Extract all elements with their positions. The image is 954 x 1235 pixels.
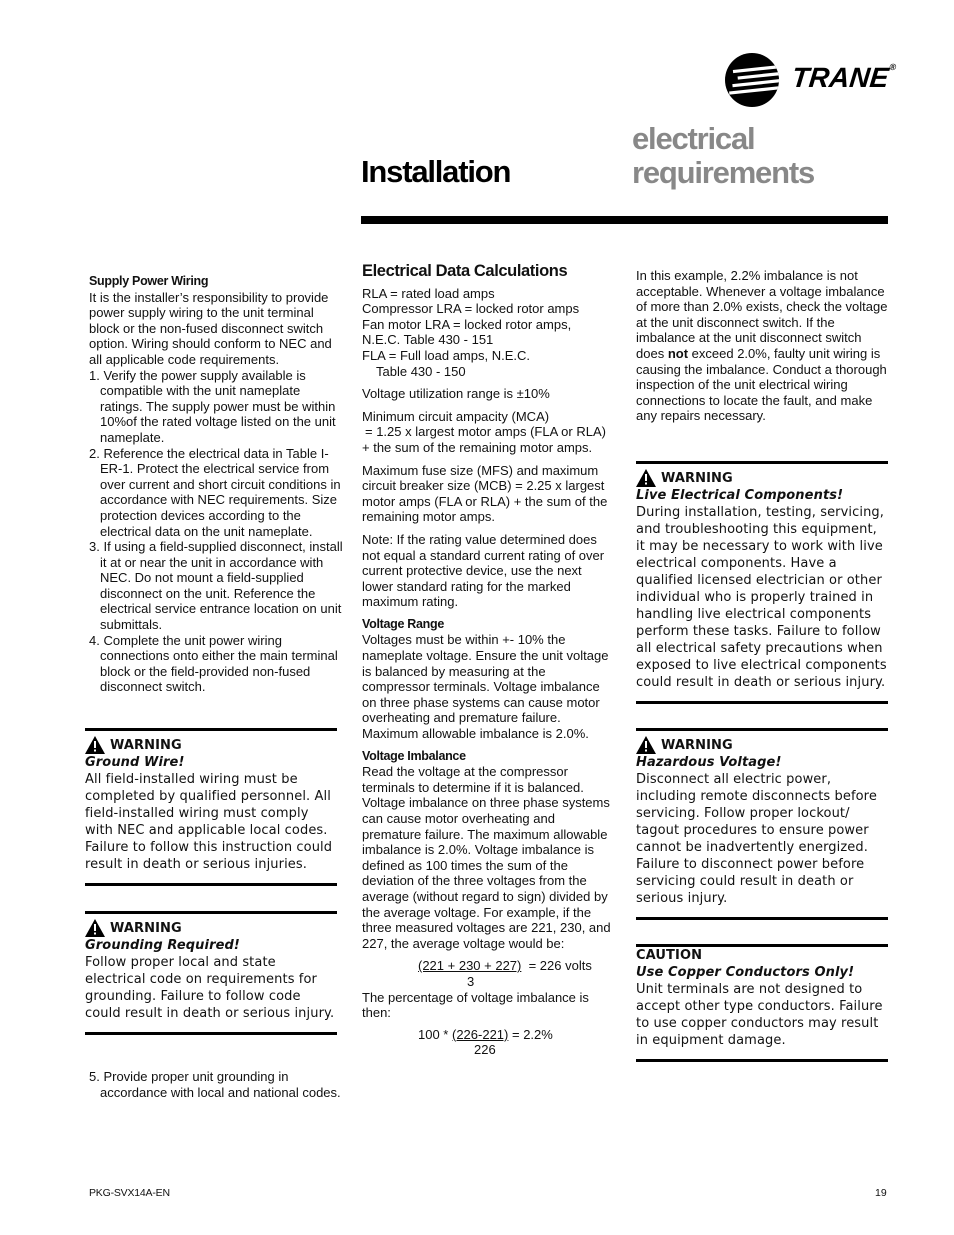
warning-top-rule [636, 728, 888, 731]
brand-wordmark [790, 62, 896, 94]
def-fan-lra-table: N.E.C. Table 430 - 151 [362, 332, 494, 348]
voltage-imbalance-body: Read the voltage at the compressor terminals to determine if it is balanced. Voltage imbalance on three phase systems can cause motor overheating and premature failure. The maximum allowable imbalance is 2.0%. Voltage imbalance is defined as 100 times the sum of the deviation of the three voltages from the average (without regard to sign) divided by the average voltage. For example, if the three measured voltages are 221, 230, and 227, the average voltage would be: [362, 764, 611, 951]
warning-label: WARNING [110, 920, 182, 936]
example-text-bold: not [667, 345, 689, 361]
warning-body: Disconnect all electric power, including remote disconnects before servicing. Follow proper lockout/ tagout procedures to ensure power cannot be inadvertently energized. Failure to disconnect power before servicing could result in death or serious injury. [636, 772, 877, 906]
caution-bottom-rule [636, 1059, 888, 1062]
caution-copper-conductors [636, 944, 888, 1062]
warning-live-electrical-components [636, 461, 888, 704]
example-text-a: In this example, 2.2% imbalance is not acceptable. Whenever a voltage imbalance of more than 2.0% exists, check the voltage at the unit disconnect switch. If the imbalance at the unit disconnect switch does [636, 268, 888, 361]
warning-title: Hazardous Voltage! [636, 755, 782, 770]
warning-body: All field-installed wiring must be completed by qualified personnel. All field-installed wiring must comply with NEC and applicable local codes. Failure to follow this instruction could result in death or serious injuries. [85, 772, 333, 872]
warning-triangle-icon [85, 919, 105, 937]
list-item-2: 2. Reference the electrical data in Table I-ER-1. Protect the electrical service from over current and short circuit conditions in accordance with NEC requirements. Size protection devices according to the electrical data on the unit nameplate. [89, 445, 341, 539]
warning-top-rule [85, 728, 337, 731]
warning-label: WARNING [661, 470, 733, 486]
percentage-text: The percentage of voltage imbalance is then: [362, 989, 589, 1021]
warning-header [85, 919, 337, 937]
warning-body: During installation, testing, servicing, and troubleshooting this equipment, it may be necessary to work with live electrical components. Have a qualified licensed electrician or other individual who is properly trained in handling live electrical components perform these tasks. Failure to follow all electrical safety precautions when exposed to live electrical components could result in death or serious injury. [636, 505, 887, 690]
page-title-electrical-requirements [632, 122, 814, 190]
caution-body: Unit terminals are not designed to accept other type conductors. Failure to use copper conductors may result in equipment damage. [636, 982, 883, 1048]
imbalance-numerator: (226-221) [452, 1026, 509, 1042]
warning-title: Grounding Required! [85, 938, 240, 953]
footer-page-number: 19 [875, 1187, 887, 1199]
def-fla-table: Table 430 - 150 [376, 363, 466, 379]
warning-title: Live Electrical Components! [636, 488, 844, 503]
warning-bottom-rule [636, 701, 888, 704]
title-line-2: requirements [632, 155, 814, 190]
electrical-data-heading: Electrical Data Calculations [362, 262, 568, 280]
mfs-paragraph: Maximum fuse size (MFS) and maximum circuit breaker size (MCB) = 2.25 x largest motor amps (FLA or RLA) + the sum of the remaining motor amps. [362, 462, 608, 525]
average-formula [362, 958, 616, 989]
def-fla: FLA = Full load amps, N.E.C. [362, 347, 530, 363]
page-title-installation: Installation [361, 154, 511, 189]
brand-name: TRANE [790, 62, 891, 93]
title-line-1: electrical [632, 121, 755, 156]
footer-doc-code: PKG-SVX14A-EN [89, 1187, 170, 1199]
average-result: = 226 volts [528, 958, 592, 974]
warning-top-rule [636, 461, 888, 464]
supply-power-wiring-heading: Supply Power Wiring [89, 274, 209, 288]
voltage-range-body: Voltages must be within +- 10% the nameplate voltage. Ensure the unit voltage is balanced by measuring at the compressor terminals. Voltage imbalance on three phase systems can cause motor overheating and premature failure. Maximum allowable imbalance is 2.0%. [362, 632, 609, 742]
column-electrical-data [362, 264, 616, 1058]
warning-triangle-icon [636, 469, 656, 487]
warning-label: WARNING [110, 737, 182, 753]
list-item-1: 1. Verify the power supply available is compatible with the unit nameplate ratings. The supply power must be within 10%of the rated voltage listed on the unit nameplate. [89, 367, 336, 445]
imbalance-formula [362, 1027, 616, 1058]
trane-logo-mark-icon [724, 52, 780, 108]
utilization-range: Voltage utilization range is ±10% [362, 386, 550, 402]
average-denominator: 3 [467, 973, 475, 989]
warning-triangle-icon [636, 736, 656, 754]
warning-header [85, 736, 337, 754]
warning-bottom-rule [85, 883, 337, 886]
voltage-range-heading: Voltage Range [362, 616, 444, 631]
warning-body: Follow proper local and state electrical code on requirements for grounding. Failure to follow code could result in death or serious injury. [85, 955, 335, 1021]
note-paragraph: Note: If the rating value determined does not equal a standard current rating of over current protective device, use the next lower standard rating for the marked maximum rating. [362, 531, 605, 610]
mca-line-1: Minimum circuit ampacity (MCA) [362, 408, 550, 424]
warning-label: WARNING [661, 737, 733, 753]
list-item-4: 4. Complete the unit power wiring connections onto either the main terminal block or the field-provided non-fused disconnect switch. [89, 632, 338, 695]
caution-label: CAUTION [636, 948, 703, 963]
voltage-imbalance-heading: Voltage Imbalance [362, 748, 466, 763]
header-rule [361, 216, 888, 224]
warning-hazardous-voltage [636, 728, 888, 920]
list-item-3: 3. If using a field-supplied disconnect, install it at or near the unit in accordance with NEC. Do not mount a field-supplied disconnect on the unit. Reference the electrical service entrance location on unit submittals. [89, 539, 343, 633]
average-numerator: (221 + 230 + 227) [418, 958, 522, 974]
def-compressor-lra: Compressor LRA = locked rotor amps [362, 301, 580, 317]
def-rla: RLA = rated load amps [362, 285, 495, 301]
supply-power-intro: It is the installer’s responsibility to provide power supply wiring to the unit terminal block or the non-fused disconnect switch option. Wiring should conform to NEC and all applicable code requirements. [89, 289, 332, 367]
warning-ground-wire [85, 728, 337, 886]
column-imbalance-example [636, 268, 888, 424]
imbalance-prefix: 100 * [418, 1026, 449, 1042]
imbalance-example-paragraph [636, 268, 888, 424]
caution-header [636, 947, 888, 964]
warning-title: Ground Wire! [85, 755, 185, 770]
list-item-5 [89, 1069, 343, 1100]
imbalance-result: = 2.2% [512, 1026, 553, 1042]
mca-line-2: = 1.25 x largest motor amps (FLA or RLA) + the sum of the remaining motor amps. [362, 424, 606, 455]
warning-top-rule [85, 911, 337, 914]
list-item-5-text: 5. Provide proper unit grounding in accordance with local and national codes. [89, 1069, 341, 1100]
column-supply-power-wiring [89, 274, 343, 695]
example-text-b: exceed 2.0%, faulty unit wiring is causing the imbalance. Conduct a thorough inspection of the unit electrical wiring connections to locate the fault, and make any repairs necessary. [636, 345, 887, 424]
warning-triangle-icon [85, 736, 105, 754]
def-fan-lra: Fan motor LRA = locked rotor amps, [362, 316, 572, 332]
warning-bottom-rule [85, 1032, 337, 1035]
warning-grounding-required [85, 911, 337, 1035]
warning-bottom-rule [636, 917, 888, 920]
warning-header [636, 469, 888, 487]
brand-registered: ® [889, 62, 897, 72]
caution-title: Use Copper Conductors Only! [636, 965, 855, 980]
warning-header [636, 736, 888, 754]
imbalance-denominator: 226 [474, 1042, 496, 1058]
